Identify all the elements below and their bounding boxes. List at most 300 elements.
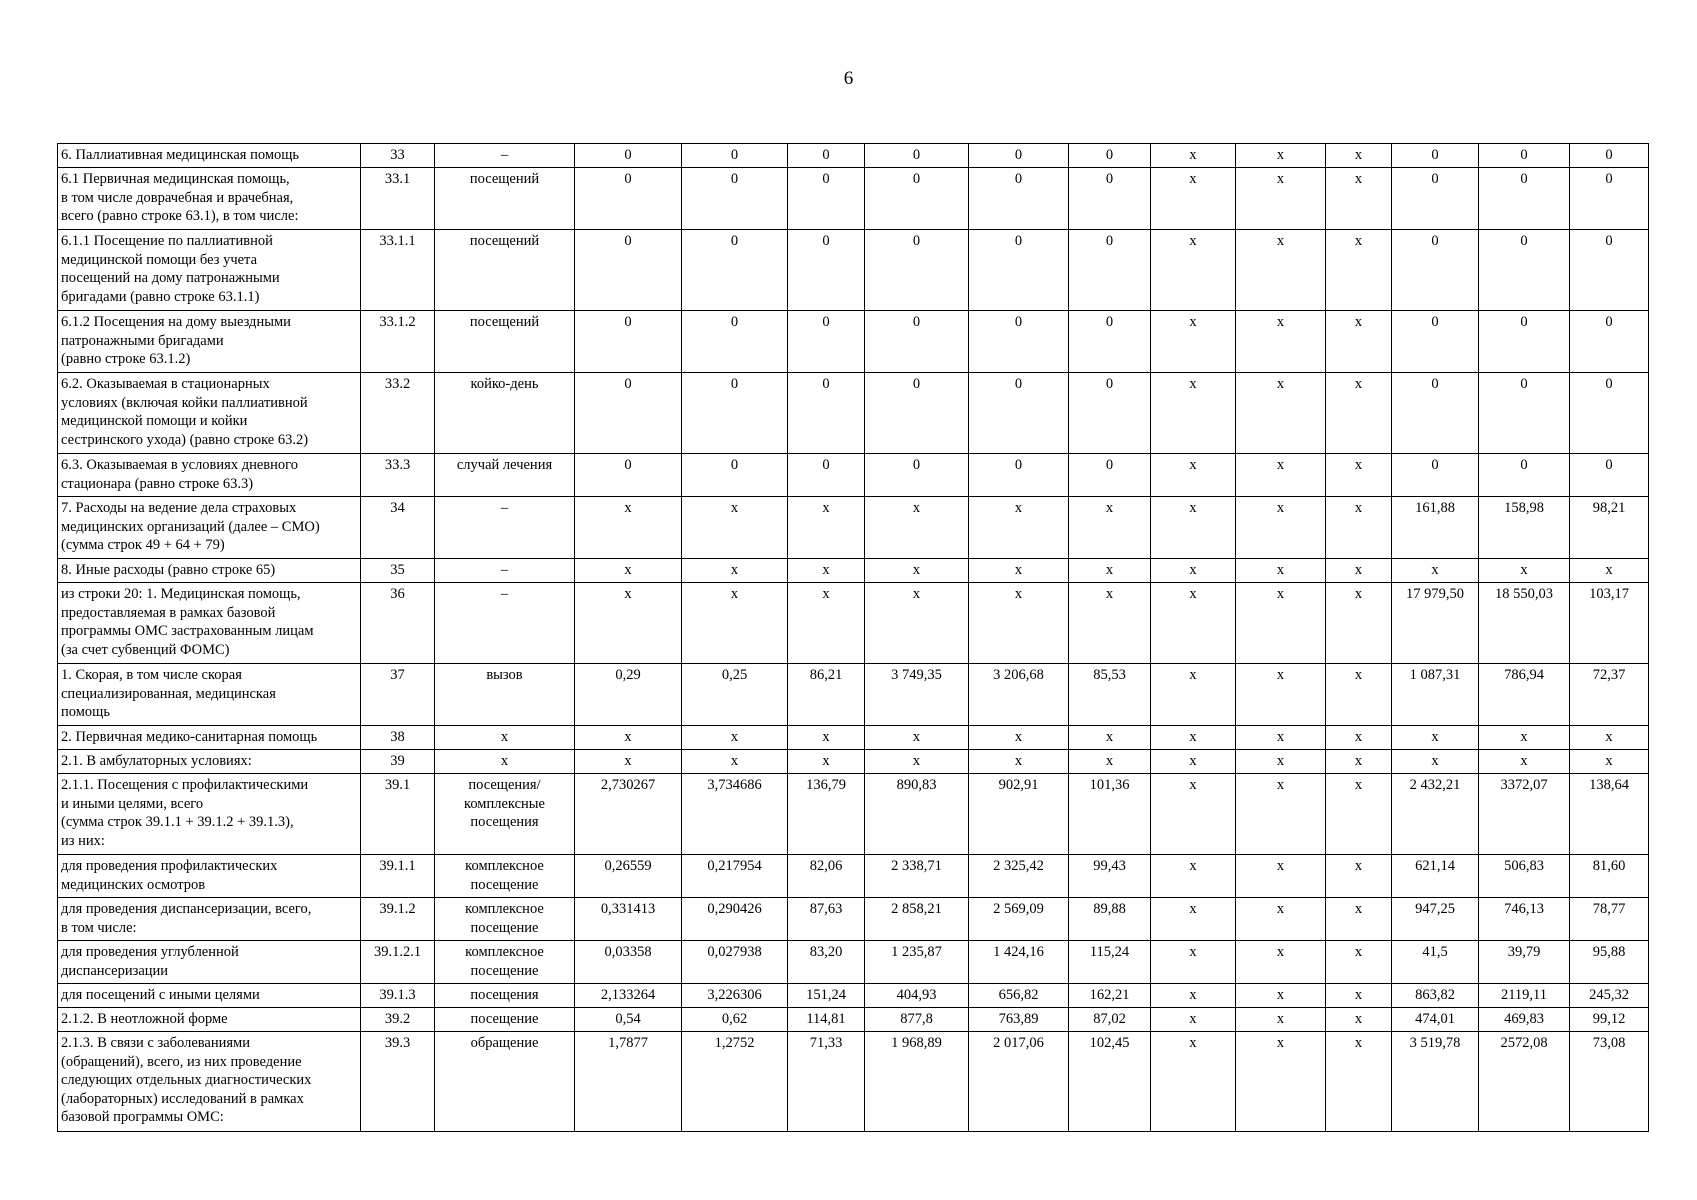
cell-col-13: 41,5 [1392, 941, 1479, 984]
cell-unit: посещения [435, 984, 575, 1008]
cell-col-10: х [1151, 664, 1236, 726]
cell-col-8: 0 [969, 230, 1069, 311]
cell-col-7: 1 235,87 [865, 941, 969, 984]
cell-col-6: 0 [788, 311, 865, 373]
cell-col-5: х [682, 726, 788, 750]
cell-col-7: х [865, 583, 969, 664]
cell-unit: случай лечения [435, 454, 575, 497]
cell-col-10: х [1151, 941, 1236, 984]
cell-col-15: х [1570, 559, 1649, 583]
table-row [58, 311, 1649, 373]
cell-col-11: х [1236, 855, 1326, 898]
cell-col-7: 0 [865, 144, 969, 168]
cell-col-15: 95,88 [1570, 941, 1649, 984]
cell-indicator-name: 2.1.2. В неотложной форме [58, 1008, 361, 1032]
cell-col-10: х [1151, 726, 1236, 750]
cell-col-10: х [1151, 311, 1236, 373]
cell-col-12: х [1326, 941, 1392, 984]
cell-col-13: 0 [1392, 373, 1479, 454]
cell-indicator-name: 6. Паллиативная медицинская помощь [58, 144, 361, 168]
cell-col-12: х [1326, 750, 1392, 774]
cell-unit: комплексное посещение [435, 941, 575, 984]
cell-col-14: 18 550,03 [1479, 583, 1570, 664]
cell-col-7: 0 [865, 168, 969, 230]
cell-col-5: 0 [682, 144, 788, 168]
cell-col-6: 87,63 [788, 898, 865, 941]
cell-col-11: х [1236, 941, 1326, 984]
cell-col-13: х [1392, 750, 1479, 774]
cell-col-9: 99,43 [1069, 855, 1151, 898]
table-row [58, 664, 1649, 726]
cell-col-13: 474,01 [1392, 1008, 1479, 1032]
cell-col-13: 161,88 [1392, 497, 1479, 559]
cell-col-10: х [1151, 774, 1236, 855]
cell-col-7: 3 749,35 [865, 664, 969, 726]
cell-col-13: 17 979,50 [1392, 583, 1479, 664]
cell-col-15: 0 [1570, 373, 1649, 454]
cell-row-number: 33.1.2 [361, 311, 435, 373]
cell-col-11: х [1236, 750, 1326, 774]
cell-col-15: 245,32 [1570, 984, 1649, 1008]
cell-unit: посещения/ комплексные посещения [435, 774, 575, 855]
cell-col-14: 469,83 [1479, 1008, 1570, 1032]
cell-col-15: 73,08 [1570, 1032, 1649, 1132]
cell-col-6: 0 [788, 373, 865, 454]
cell-col-14: 746,13 [1479, 898, 1570, 941]
cell-col-5: 0,25 [682, 664, 788, 726]
cell-col-7: 0 [865, 373, 969, 454]
cell-col-14: 2572,08 [1479, 1032, 1570, 1132]
cell-col-14: 786,94 [1479, 664, 1570, 726]
cell-col-8: х [969, 726, 1069, 750]
cell-col-15: 0 [1570, 144, 1649, 168]
cell-col-7: 404,93 [865, 984, 969, 1008]
cell-col-4: 0,29 [575, 664, 682, 726]
cell-col-7: х [865, 726, 969, 750]
cell-row-number: 35 [361, 559, 435, 583]
cell-col-9: 0 [1069, 311, 1151, 373]
cell-col-7: 877,8 [865, 1008, 969, 1032]
cell-col-14: 506,83 [1479, 855, 1570, 898]
cell-unit: – [435, 559, 575, 583]
cell-col-4: 0,03358 [575, 941, 682, 984]
cell-row-number: 39.2 [361, 1008, 435, 1032]
cell-col-8: 2 569,09 [969, 898, 1069, 941]
cell-col-8: 656,82 [969, 984, 1069, 1008]
cell-col-9: 0 [1069, 373, 1151, 454]
cell-indicator-name: для проведения диспансеризации, всего, в том числе: [58, 898, 361, 941]
cell-col-9: 115,24 [1069, 941, 1151, 984]
cell-col-6: х [788, 750, 865, 774]
cell-unit: х [435, 726, 575, 750]
cell-col-13: 3 519,78 [1392, 1032, 1479, 1132]
table-row [58, 583, 1649, 664]
table-row [58, 1008, 1649, 1032]
page-number: 6 [843, 68, 854, 89]
table-row [58, 373, 1649, 454]
cell-col-15: 0 [1570, 311, 1649, 373]
cell-col-11: х [1236, 726, 1326, 750]
cell-col-4: 1,7877 [575, 1032, 682, 1132]
table-row [58, 855, 1649, 898]
cell-col-4: 0 [575, 144, 682, 168]
cell-col-15: 103,17 [1570, 583, 1649, 664]
cell-col-11: х [1236, 497, 1326, 559]
cell-col-15: 0 [1570, 168, 1649, 230]
table-row [58, 559, 1649, 583]
cell-col-6: х [788, 497, 865, 559]
cell-indicator-name: для проведения углубленной диспансеризации [58, 941, 361, 984]
cell-unit: посещений [435, 168, 575, 230]
cell-col-11: х [1236, 898, 1326, 941]
table-row [58, 941, 1649, 984]
cell-unit: комплексное посещение [435, 898, 575, 941]
cell-col-15: 98,21 [1570, 497, 1649, 559]
cell-col-7: х [865, 559, 969, 583]
cell-col-10: х [1151, 144, 1236, 168]
cell-col-4: 0,331413 [575, 898, 682, 941]
cell-col-5: 0 [682, 168, 788, 230]
cell-col-15: 99,12 [1570, 1008, 1649, 1032]
cell-col-4: х [575, 583, 682, 664]
cell-unit: – [435, 144, 575, 168]
table-row [58, 144, 1649, 168]
cell-col-5: 0 [682, 311, 788, 373]
cell-indicator-name: для проведения профилактических медицинских осмотров [58, 855, 361, 898]
cell-col-13: 0 [1392, 311, 1479, 373]
cell-col-5: 3,226306 [682, 984, 788, 1008]
cell-col-10: х [1151, 168, 1236, 230]
cell-indicator-name: 2. Первичная медико-санитарная помощь [58, 726, 361, 750]
cell-col-15: х [1570, 726, 1649, 750]
cell-col-11: х [1236, 664, 1326, 726]
cell-col-15: х [1570, 750, 1649, 774]
cell-row-number: 36 [361, 583, 435, 664]
cell-col-5: 0 [682, 454, 788, 497]
table-row [58, 1032, 1649, 1132]
cell-col-14: 39,79 [1479, 941, 1570, 984]
cell-col-12: х [1326, 311, 1392, 373]
cell-col-10: х [1151, 1008, 1236, 1032]
cell-col-7: 2 858,21 [865, 898, 969, 941]
cell-col-13: 0 [1392, 230, 1479, 311]
cell-col-13: х [1392, 559, 1479, 583]
cell-unit: обращение [435, 1032, 575, 1132]
cell-col-8: 0 [969, 144, 1069, 168]
cell-col-15: 138,64 [1570, 774, 1649, 855]
cell-col-11: х [1236, 230, 1326, 311]
cell-col-4: 2,730267 [575, 774, 682, 855]
cell-col-12: х [1326, 898, 1392, 941]
cell-col-6: 71,33 [788, 1032, 865, 1132]
cell-col-14: х [1479, 750, 1570, 774]
cell-col-9: 101,36 [1069, 774, 1151, 855]
cell-col-5: х [682, 559, 788, 583]
cell-indicator-name: 6.1 Первичная медицинская помощь, в том числе доврачебная и врачебная, всего (равно строке 63.1), в том числе: [58, 168, 361, 230]
cell-col-8: 1 424,16 [969, 941, 1069, 984]
cell-col-8: 0 [969, 373, 1069, 454]
cell-col-12: х [1326, 559, 1392, 583]
cell-col-6: 86,21 [788, 664, 865, 726]
table-row [58, 497, 1649, 559]
cell-col-13: 2 432,21 [1392, 774, 1479, 855]
cell-col-6: 82,06 [788, 855, 865, 898]
cell-indicator-name: из строки 20: 1. Медицинская помощь, предоставляемая в рамках базовой программы ОМС застрахованным лицам (за счет субвенций ФОМС) [58, 583, 361, 664]
cell-col-13: х [1392, 726, 1479, 750]
cell-col-9: 0 [1069, 168, 1151, 230]
cell-col-11: х [1236, 774, 1326, 855]
cell-row-number: 39.1.3 [361, 984, 435, 1008]
cell-col-6: х [788, 726, 865, 750]
cell-col-11: х [1236, 984, 1326, 1008]
table-row [58, 750, 1649, 774]
cell-col-14: х [1479, 559, 1570, 583]
cell-col-9: 0 [1069, 144, 1151, 168]
cell-col-5: 0,027938 [682, 941, 788, 984]
cell-col-15: 78,77 [1570, 898, 1649, 941]
table-row [58, 774, 1649, 855]
cell-col-13: 947,25 [1392, 898, 1479, 941]
cell-col-4: х [575, 726, 682, 750]
table-row [58, 168, 1649, 230]
cell-col-8: 0 [969, 454, 1069, 497]
cell-row-number: 39 [361, 750, 435, 774]
cell-indicator-name: 6.3. Оказываемая в условиях дневного стационара (равно строке 63.3) [58, 454, 361, 497]
cell-unit: комплексное посещение [435, 855, 575, 898]
cell-col-12: х [1326, 373, 1392, 454]
cell-col-9: 89,88 [1069, 898, 1151, 941]
cell-col-13: 1 087,31 [1392, 664, 1479, 726]
cell-col-8: 0 [969, 311, 1069, 373]
cell-col-9: 102,45 [1069, 1032, 1151, 1132]
cell-row-number: 33.1 [361, 168, 435, 230]
cell-col-12: х [1326, 168, 1392, 230]
cell-col-6: х [788, 559, 865, 583]
cell-col-6: 0 [788, 168, 865, 230]
cell-col-9: х [1069, 559, 1151, 583]
cell-row-number: 39.1 [361, 774, 435, 855]
cell-col-7: 1 968,89 [865, 1032, 969, 1132]
cell-indicator-name: 8. Иные расходы (равно строке 65) [58, 559, 361, 583]
cell-row-number: 38 [361, 726, 435, 750]
cell-col-14: 0 [1479, 144, 1570, 168]
cell-col-6: 114,81 [788, 1008, 865, 1032]
cell-col-7: 0 [865, 454, 969, 497]
cell-col-9: 87,02 [1069, 1008, 1151, 1032]
cell-unit: – [435, 583, 575, 664]
table-row [58, 898, 1649, 941]
cell-col-10: х [1151, 898, 1236, 941]
cell-col-14: 0 [1479, 230, 1570, 311]
cell-col-6: 151,24 [788, 984, 865, 1008]
cell-col-9: х [1069, 583, 1151, 664]
cell-indicator-name: 1. Скорая, в том числе скорая специализированная, медицинская помощь [58, 664, 361, 726]
cell-row-number: 33.1.1 [361, 230, 435, 311]
cell-col-8: 763,89 [969, 1008, 1069, 1032]
cell-col-5: 0 [682, 373, 788, 454]
cell-col-12: х [1326, 726, 1392, 750]
cell-col-9: 0 [1069, 230, 1151, 311]
cell-col-4: 0,26559 [575, 855, 682, 898]
cell-col-13: 863,82 [1392, 984, 1479, 1008]
cell-col-6: 0 [788, 454, 865, 497]
cell-row-number: 39.1.1 [361, 855, 435, 898]
cell-col-7: х [865, 750, 969, 774]
cell-col-8: 902,91 [969, 774, 1069, 855]
cell-col-15: 72,37 [1570, 664, 1649, 726]
cell-col-5: 3,734686 [682, 774, 788, 855]
cell-col-9: х [1069, 726, 1151, 750]
cell-col-14: 2119,11 [1479, 984, 1570, 1008]
cell-col-5: 0,290426 [682, 898, 788, 941]
cell-col-5: х [682, 750, 788, 774]
cell-col-10: х [1151, 497, 1236, 559]
cell-col-10: х [1151, 984, 1236, 1008]
cell-row-number: 39.1.2.1 [361, 941, 435, 984]
cell-col-12: х [1326, 1008, 1392, 1032]
cell-col-8: х [969, 750, 1069, 774]
cell-col-15: 0 [1570, 454, 1649, 497]
cell-col-8: 0 [969, 168, 1069, 230]
cell-col-4: х [575, 750, 682, 774]
cell-col-11: х [1236, 559, 1326, 583]
cell-col-5: 0,62 [682, 1008, 788, 1032]
table-row [58, 726, 1649, 750]
cell-col-13: 621,14 [1392, 855, 1479, 898]
cell-row-number: 33 [361, 144, 435, 168]
cell-col-11: х [1236, 583, 1326, 664]
cell-col-4: 2,133264 [575, 984, 682, 1008]
cell-unit: койко-день [435, 373, 575, 454]
cell-col-8: 3 206,68 [969, 664, 1069, 726]
cell-col-4: 0,54 [575, 1008, 682, 1032]
cell-col-4: 0 [575, 168, 682, 230]
cell-col-14: 0 [1479, 168, 1570, 230]
cell-col-6: 136,79 [788, 774, 865, 855]
cell-unit: – [435, 497, 575, 559]
cell-unit: посещений [435, 230, 575, 311]
cell-col-8: х [969, 583, 1069, 664]
cell-col-10: х [1151, 583, 1236, 664]
cell-col-9: 162,21 [1069, 984, 1151, 1008]
cell-col-8: х [969, 497, 1069, 559]
cell-indicator-name: 6.1.2 Посещения на дому выездными патронажными бригадами (равно строке 63.1.2) [58, 311, 361, 373]
cell-col-9: х [1069, 750, 1151, 774]
cell-col-14: 0 [1479, 454, 1570, 497]
cell-col-7: 0 [865, 230, 969, 311]
cell-col-11: х [1236, 1008, 1326, 1032]
cell-indicator-name: 2.1. В амбулаторных условиях: [58, 750, 361, 774]
table-row [58, 984, 1649, 1008]
cell-col-12: х [1326, 855, 1392, 898]
cell-col-9: 85,53 [1069, 664, 1151, 726]
cell-col-14: 3372,07 [1479, 774, 1570, 855]
cell-col-13: 0 [1392, 144, 1479, 168]
cell-indicator-name: 2.1.3. В связи с заболеваниями (обращений), всего, из них проведение следующих отдельных диагностических (лабораторных) исследований в рамках базовой программы ОМС: [58, 1032, 361, 1132]
cell-col-6: х [788, 583, 865, 664]
cell-col-10: х [1151, 454, 1236, 497]
cell-col-15: 81,60 [1570, 855, 1649, 898]
cell-col-15: 0 [1570, 230, 1649, 311]
cell-col-6: 83,20 [788, 941, 865, 984]
cell-col-12: х [1326, 583, 1392, 664]
cell-col-4: х [575, 559, 682, 583]
cell-indicator-name: 7. Расходы на ведение дела страховых медицинских организаций (далее – СМО) (сумма строк 49 + 64 + 79) [58, 497, 361, 559]
cell-col-13: 0 [1392, 454, 1479, 497]
cell-col-5: 0,217954 [682, 855, 788, 898]
cell-col-9: х [1069, 497, 1151, 559]
cell-col-11: х [1236, 1032, 1326, 1132]
table-row [58, 454, 1649, 497]
cell-col-14: 158,98 [1479, 497, 1570, 559]
cell-row-number: 34 [361, 497, 435, 559]
cell-row-number: 37 [361, 664, 435, 726]
cell-col-4: 0 [575, 311, 682, 373]
cell-col-10: х [1151, 373, 1236, 454]
cell-col-4: 0 [575, 373, 682, 454]
data-table [57, 143, 1649, 1132]
cell-col-8: 2 325,42 [969, 855, 1069, 898]
cell-col-10: х [1151, 855, 1236, 898]
cell-col-11: х [1236, 168, 1326, 230]
cell-row-number: 33.3 [361, 454, 435, 497]
cell-col-12: х [1326, 664, 1392, 726]
cell-col-12: х [1326, 774, 1392, 855]
cell-col-7: х [865, 497, 969, 559]
cell-col-4: х [575, 497, 682, 559]
cell-col-7: 2 338,71 [865, 855, 969, 898]
cell-indicator-name: 6.2. Оказываемая в стационарных условиях (включая койки паллиативной медицинской помощи и койки сестринского ухода) (равно строке 63.2) [58, 373, 361, 454]
cell-col-13: 0 [1392, 168, 1479, 230]
table-row [58, 230, 1649, 311]
cell-col-12: х [1326, 497, 1392, 559]
cell-row-number: 33.2 [361, 373, 435, 454]
cell-col-12: х [1326, 1032, 1392, 1132]
cell-col-11: х [1236, 311, 1326, 373]
cell-col-10: х [1151, 750, 1236, 774]
cell-col-6: 0 [788, 144, 865, 168]
cell-col-8: 2 017,06 [969, 1032, 1069, 1132]
cell-col-10: х [1151, 230, 1236, 311]
cell-col-11: х [1236, 454, 1326, 497]
cell-indicator-name: 6.1.1 Посещение по паллиативной медицинской помощи без учета посещений на дому патронажными бригадами (равно строке 63.1.1) [58, 230, 361, 311]
cell-col-12: х [1326, 230, 1392, 311]
cell-col-4: 0 [575, 230, 682, 311]
cell-col-8: х [969, 559, 1069, 583]
cell-indicator-name: 2.1.1. Посещения с профилактическими и иными целями, всего (сумма строк 39.1.1 + 39.1.2 + 39.1.3), из них: [58, 774, 361, 855]
cell-col-7: 890,83 [865, 774, 969, 855]
cell-col-5: х [682, 583, 788, 664]
cell-col-11: х [1236, 373, 1326, 454]
cell-col-5: х [682, 497, 788, 559]
cell-col-10: х [1151, 1032, 1236, 1132]
cell-col-12: х [1326, 454, 1392, 497]
cell-unit: вызов [435, 664, 575, 726]
cell-col-7: 0 [865, 311, 969, 373]
cell-col-14: 0 [1479, 311, 1570, 373]
cell-col-10: х [1151, 559, 1236, 583]
cell-col-12: х [1326, 144, 1392, 168]
cell-row-number: 39.1.2 [361, 898, 435, 941]
cell-col-14: 0 [1479, 373, 1570, 454]
cell-col-6: 0 [788, 230, 865, 311]
cell-indicator-name: для посещений с иными целями [58, 984, 361, 1008]
cell-col-12: х [1326, 984, 1392, 1008]
cell-unit: посещение [435, 1008, 575, 1032]
cell-unit: х [435, 750, 575, 774]
cell-col-14: х [1479, 726, 1570, 750]
cell-unit: посещений [435, 311, 575, 373]
